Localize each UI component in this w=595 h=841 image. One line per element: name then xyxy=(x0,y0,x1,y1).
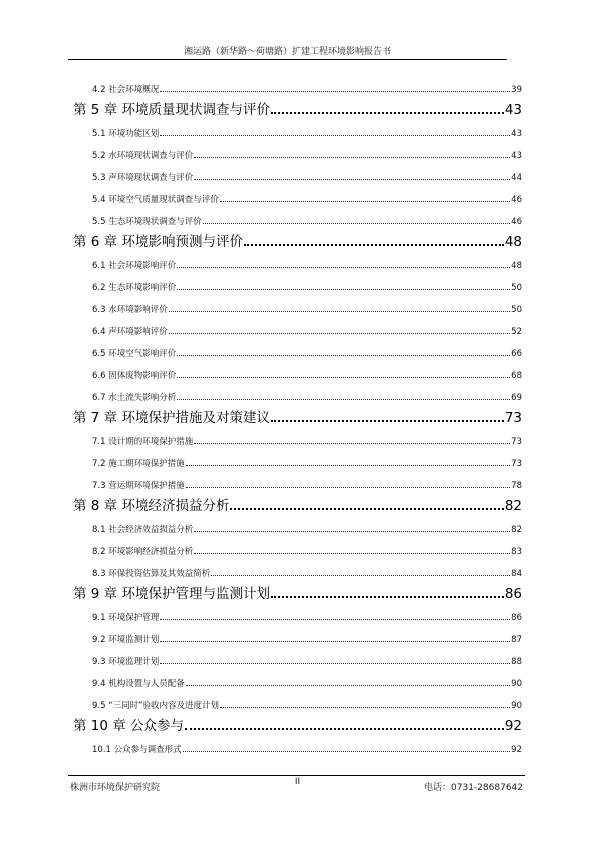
toc-chapter-entry[interactable] xyxy=(73,98,522,120)
toc-entry-page: 68 xyxy=(511,371,522,381)
toc-section-entry[interactable] xyxy=(73,362,522,384)
toc-dot-leader xyxy=(194,179,510,180)
toc-entry-page: 44 xyxy=(511,173,522,183)
toc-entry-title: 第 9 章 环境保护管理与监测计划 xyxy=(73,586,270,602)
toc-entry-page: 90 xyxy=(511,679,522,689)
toc-entry-page: 43 xyxy=(511,151,522,161)
footer-page-number: II xyxy=(294,777,301,787)
toc-entry-title: 6.2 生态环境影响评价 xyxy=(92,283,177,293)
toc-entry-title: 第 6 章 环境影响预测与评价 xyxy=(73,234,243,250)
toc-entry-page: 92 xyxy=(511,745,522,755)
toc-entry-page: 90 xyxy=(511,701,522,711)
toc-entry-title: 5.3 声环境现状调查与评价 xyxy=(92,173,194,183)
toc-dot-leader xyxy=(220,201,510,202)
toc-section-entry[interactable] xyxy=(73,670,522,692)
toc-section-entry[interactable] xyxy=(73,274,522,296)
header-divider xyxy=(68,59,507,60)
toc-dot-leader xyxy=(169,311,510,312)
toc-entry-page: 83 xyxy=(511,547,522,557)
page-header: 湘运路（新华路～荷塘路）扩建工程环境影响报告书 xyxy=(183,47,391,57)
toc-dot-leader xyxy=(230,508,503,510)
toc-entry-title: 6.4 声环境影响评价 xyxy=(92,327,168,337)
toc-dot-leader xyxy=(194,157,510,158)
toc-entry-title: 9.1 环境保护管理 xyxy=(92,613,160,623)
toc-chapter-entry[interactable] xyxy=(73,406,522,428)
toc-dot-leader xyxy=(160,641,510,642)
toc-section-entry[interactable] xyxy=(73,384,522,406)
toc-entry-title: 7.1 设计期的环境保护措施 xyxy=(92,437,194,447)
footer-phone: 电话：0731-28687642 xyxy=(424,783,523,793)
toc-dot-leader xyxy=(186,685,510,686)
toc-dot-leader xyxy=(177,355,510,356)
table-of-contents xyxy=(73,76,522,758)
toc-entry-title: 6.3 水环境影响评价 xyxy=(92,305,168,315)
toc-section-entry[interactable] xyxy=(73,736,522,758)
toc-dot-leader xyxy=(183,751,511,752)
toc-entry-page: 39 xyxy=(511,85,522,95)
toc-entry-title: 第 7 章 环境保护措施及对策建议 xyxy=(73,410,270,426)
toc-dot-leader xyxy=(194,553,510,554)
toc-dot-leader xyxy=(271,596,504,598)
toc-section-entry[interactable] xyxy=(73,538,522,560)
toc-dot-leader xyxy=(186,487,510,488)
footer-organization: 株洲市环境保护研究院 xyxy=(70,783,161,793)
toc-entry-page: 84 xyxy=(511,569,522,579)
toc-section-entry[interactable] xyxy=(73,516,522,538)
toc-section-entry[interactable] xyxy=(73,692,522,714)
toc-section-entry[interactable] xyxy=(73,120,522,142)
toc-entry-title: 7.3 营运期环境保护措施 xyxy=(92,481,185,491)
toc-dot-leader xyxy=(177,377,510,378)
toc-dot-leader xyxy=(177,267,510,268)
toc-entry-title: 5.1 环境功能区划 xyxy=(92,129,160,139)
toc-entry-title: 6.6 固体废物影响评价 xyxy=(92,371,177,381)
toc-section-entry[interactable] xyxy=(73,252,522,274)
toc-entry-title: 4.2 社会环境概况 xyxy=(92,85,160,95)
toc-entry-page: 78 xyxy=(511,481,522,491)
toc-section-entry[interactable] xyxy=(73,472,522,494)
toc-entry-title: 9.5 “三同时”验收内容及进度计划 xyxy=(92,701,220,711)
toc-entry-page: 73 xyxy=(511,437,522,447)
toc-section-entry[interactable] xyxy=(73,428,522,450)
toc-section-entry[interactable] xyxy=(73,340,522,362)
toc-entry-page: 86 xyxy=(511,613,522,623)
toc-entry-title: 6.1 社会环境影响评价 xyxy=(92,261,177,271)
toc-dot-leader xyxy=(185,728,504,730)
toc-entry-title: 5.4 环境空气质量现状调查与评价 xyxy=(92,195,219,205)
toc-entry-page: 82 xyxy=(511,525,522,535)
toc-entry-page: 87 xyxy=(511,635,522,645)
toc-entry-title: 6.5 环境空气影响评价 xyxy=(92,349,177,359)
toc-entry-title: 5.5 生态环境现状调查与评价 xyxy=(92,217,202,227)
toc-section-entry[interactable] xyxy=(73,76,522,98)
toc-dot-leader xyxy=(160,135,510,136)
toc-dot-leader xyxy=(194,531,510,532)
toc-entry-title: 8.3 环保投资估算及其效益简析 xyxy=(92,569,211,579)
toc-dot-leader xyxy=(244,244,504,246)
toc-dot-leader xyxy=(186,465,510,466)
toc-dot-leader xyxy=(177,399,510,400)
toc-entry-title: 第 10 章 公众参与 xyxy=(73,718,185,734)
toc-section-entry[interactable] xyxy=(73,626,522,648)
toc-dot-leader xyxy=(160,663,510,664)
toc-dot-leader xyxy=(220,707,510,708)
toc-section-entry[interactable] xyxy=(73,604,522,626)
toc-section-entry[interactable] xyxy=(73,164,522,186)
toc-entry-title: 5.2 水环境现状调查与评价 xyxy=(92,151,194,161)
toc-dot-leader xyxy=(271,420,504,422)
toc-entry-page: 50 xyxy=(511,283,522,293)
toc-section-entry[interactable] xyxy=(73,296,522,318)
toc-entry-page: 66 xyxy=(511,349,522,359)
toc-entry-title: 10.1 公众参与调查形式 xyxy=(92,745,182,755)
toc-entry-page: 88 xyxy=(511,657,522,667)
toc-section-entry[interactable] xyxy=(73,208,522,230)
toc-entry-page: 69 xyxy=(511,393,522,403)
toc-dot-leader xyxy=(169,333,510,334)
toc-entry-page: 73 xyxy=(504,410,522,426)
toc-chapter-entry[interactable] xyxy=(73,582,522,604)
footer-divider xyxy=(68,775,525,776)
toc-entry-title: 6.7 水土流失影响分析 xyxy=(92,393,177,403)
toc-entry-page: 46 xyxy=(511,217,522,227)
toc-entry-page: 48 xyxy=(504,234,522,250)
toc-dot-leader xyxy=(160,91,510,92)
toc-section-entry[interactable] xyxy=(73,560,522,582)
toc-section-entry[interactable] xyxy=(73,142,522,164)
toc-entry-page: 50 xyxy=(511,305,522,315)
toc-entry-page: 43 xyxy=(504,102,522,118)
toc-entry-title: 8.2 环境影响经济损益分析 xyxy=(92,547,194,557)
toc-entry-page: 86 xyxy=(504,586,522,602)
toc-section-entry[interactable] xyxy=(73,648,522,670)
toc-dot-leader xyxy=(203,223,510,224)
toc-chapter-entry[interactable] xyxy=(73,230,522,252)
toc-entry-title: 第 5 章 环境质量现状调查与评价 xyxy=(73,102,270,118)
toc-entry-title: 8.1 社会经济效益损益分析 xyxy=(92,525,194,535)
toc-section-entry[interactable] xyxy=(73,318,522,340)
toc-entry-title: 7.2 施工期环境保护措施 xyxy=(92,459,185,469)
toc-entry-page: 43 xyxy=(511,129,522,139)
toc-entry-title: 第 8 章 环境经济损益分析 xyxy=(73,498,230,514)
toc-dot-leader xyxy=(194,443,510,444)
toc-entry-page: 48 xyxy=(511,261,522,271)
toc-chapter-entry[interactable] xyxy=(73,494,522,516)
toc-dot-leader xyxy=(177,289,510,290)
toc-entry-page: 73 xyxy=(511,459,522,469)
toc-entry-title: 9.3 环境监理计划 xyxy=(92,657,160,667)
toc-section-entry[interactable] xyxy=(73,186,522,208)
toc-entry-title: 9.2 环境监测计划 xyxy=(92,635,160,645)
toc-entry-page: 92 xyxy=(504,718,522,734)
toc-entry-page: 46 xyxy=(511,195,522,205)
toc-dot-leader xyxy=(211,575,510,576)
toc-section-entry[interactable] xyxy=(73,450,522,472)
toc-entry-page: 52 xyxy=(511,327,522,337)
toc-entry-page: 82 xyxy=(504,498,522,514)
toc-dot-leader xyxy=(271,112,504,114)
toc-entry-title: 9.4 机构设置与人员配备 xyxy=(92,679,185,689)
toc-dot-leader xyxy=(160,619,510,620)
toc-chapter-entry[interactable] xyxy=(73,714,522,736)
